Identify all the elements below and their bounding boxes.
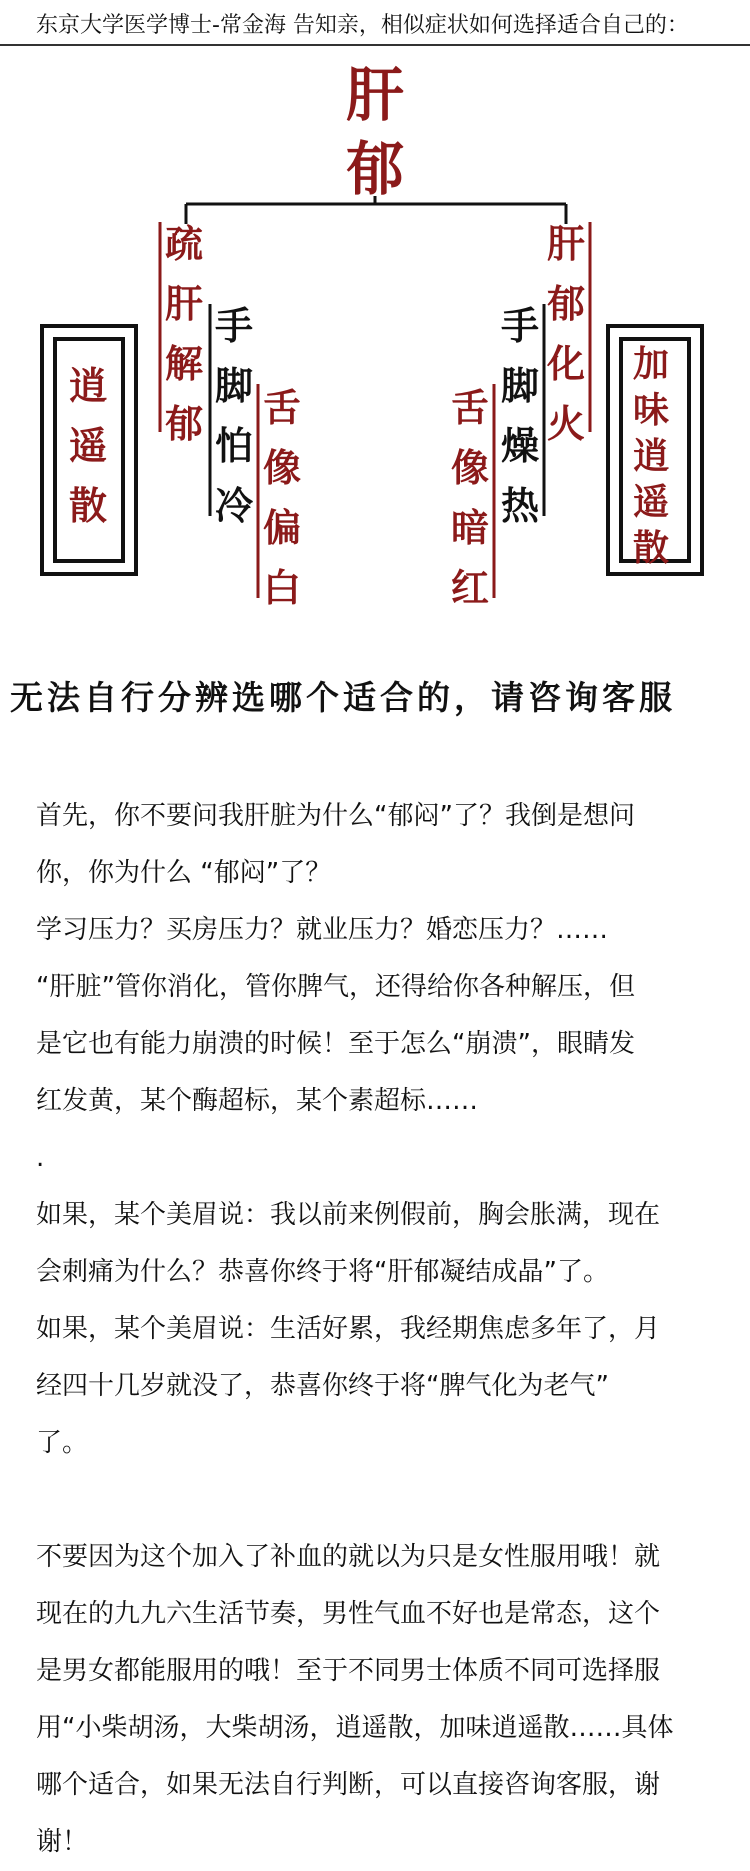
article-line: 红发黄，某个酶超标，某个素超标…… — [36, 1086, 479, 1116]
char: 冷 — [214, 484, 253, 528]
article-line: . — [36, 1143, 45, 1173]
article-line: 哪个适合，如果无法自行判断，可以直接咨询客服，谢 — [36, 1770, 661, 1800]
char: 怕 — [214, 424, 253, 468]
right-remedy-label — [629, 342, 673, 572]
article-line: 经四十几岁就没了，恭喜你终于将“脾气化为老气” — [36, 1371, 609, 1401]
char: 加 — [632, 344, 669, 385]
char: 暗 — [450, 506, 489, 550]
article-line: 谢！ — [36, 1827, 89, 1857]
article-line: 是男女都能服用的哦！至于不同男士体质不同可选择服 — [36, 1656, 661, 1686]
right-symptom-tongue — [448, 378, 492, 618]
char: 红 — [450, 566, 489, 610]
left-remedy-label — [66, 356, 110, 536]
article-line: 你，你为什么 “郁闷”了？ — [36, 858, 332, 888]
consult-banner: 无法自行分辨选哪个适合的，请咨询客服 — [10, 678, 676, 717]
char: 味 — [632, 390, 669, 431]
article-line: 了。 — [36, 1428, 89, 1458]
char: 郁 — [164, 402, 203, 446]
liver-qi-diagram — [0, 46, 750, 666]
article-line: 不要因为这个加入了补血的就以为只是女性服用哦！就 — [36, 1542, 661, 1572]
char: 火 — [546, 402, 585, 446]
char: 化 — [546, 342, 585, 386]
char: 逍 — [68, 364, 107, 408]
char: 偏 — [262, 506, 301, 550]
char: 疏 — [164, 222, 203, 266]
char: 遥 — [68, 424, 107, 468]
char: 手 — [214, 304, 253, 348]
article-line: 用“小柴胡汤，大柴胡汤，逍遥散，加味逍遥散……具体 — [36, 1713, 674, 1743]
char: 像 — [450, 446, 489, 490]
article-line: 会刺痛为什么？恭喜你终于将“肝郁凝结成晶”了。 — [36, 1257, 609, 1287]
title-char: 肝 — [345, 61, 404, 129]
char: 脚 — [214, 364, 253, 408]
article-line: 学习压力？买房压力？就业压力？婚恋压力？…… — [36, 915, 609, 945]
diagram-title — [330, 58, 420, 206]
char: 脚 — [500, 364, 539, 408]
left-symptom-hands-feet — [212, 296, 256, 536]
right-branch-label — [544, 214, 588, 454]
page-header — [0, 0, 750, 46]
char: 解 — [164, 342, 203, 386]
char: 逍 — [632, 436, 669, 477]
char: 白 — [262, 566, 301, 610]
right-symptom-hands-feet — [498, 296, 542, 536]
char: 肝 — [546, 222, 585, 266]
left-branch-label — [162, 214, 206, 454]
title-char: 郁 — [345, 135, 404, 203]
article-line: 现在的九九六生活节奏，男性气血不好也是常态，这个 — [36, 1599, 661, 1629]
char: 遥 — [632, 482, 669, 523]
char: 散 — [68, 484, 107, 528]
char: 像 — [262, 446, 301, 490]
char: 舌 — [262, 386, 301, 430]
char: 郁 — [546, 282, 585, 326]
char: 散 — [632, 528, 669, 569]
article-body — [36, 788, 726, 1871]
char: 舌 — [450, 386, 489, 430]
paragraph-gap — [36, 1472, 726, 1529]
char: 热 — [500, 484, 539, 528]
char: 肝 — [164, 282, 203, 326]
article-line: 如果，某个美眉说：我以前来例假前，胸会胀满，现在 — [36, 1200, 661, 1230]
article-line: 首先，你不要问我肝脏为什么“郁闷”了？我倒是想问 — [36, 801, 635, 831]
article-line: “肝脏”管你消化，管你脾气，还得给你各种解压，但 — [36, 972, 635, 1002]
header-caption: 东京大学医学博士-常金海 告知亲，相似症状如何选择适合自己的： — [36, 13, 689, 38]
left-symptom-tongue — [260, 378, 304, 618]
article-line: 如果，某个美眉说：生活好累，我经期焦虑多年了，月 — [36, 1314, 661, 1344]
article-line: 是它也有能力崩溃的时候！至于怎么“崩溃”，眼睛发 — [36, 1029, 635, 1059]
char: 燥 — [500, 424, 539, 468]
char: 手 — [500, 304, 539, 348]
